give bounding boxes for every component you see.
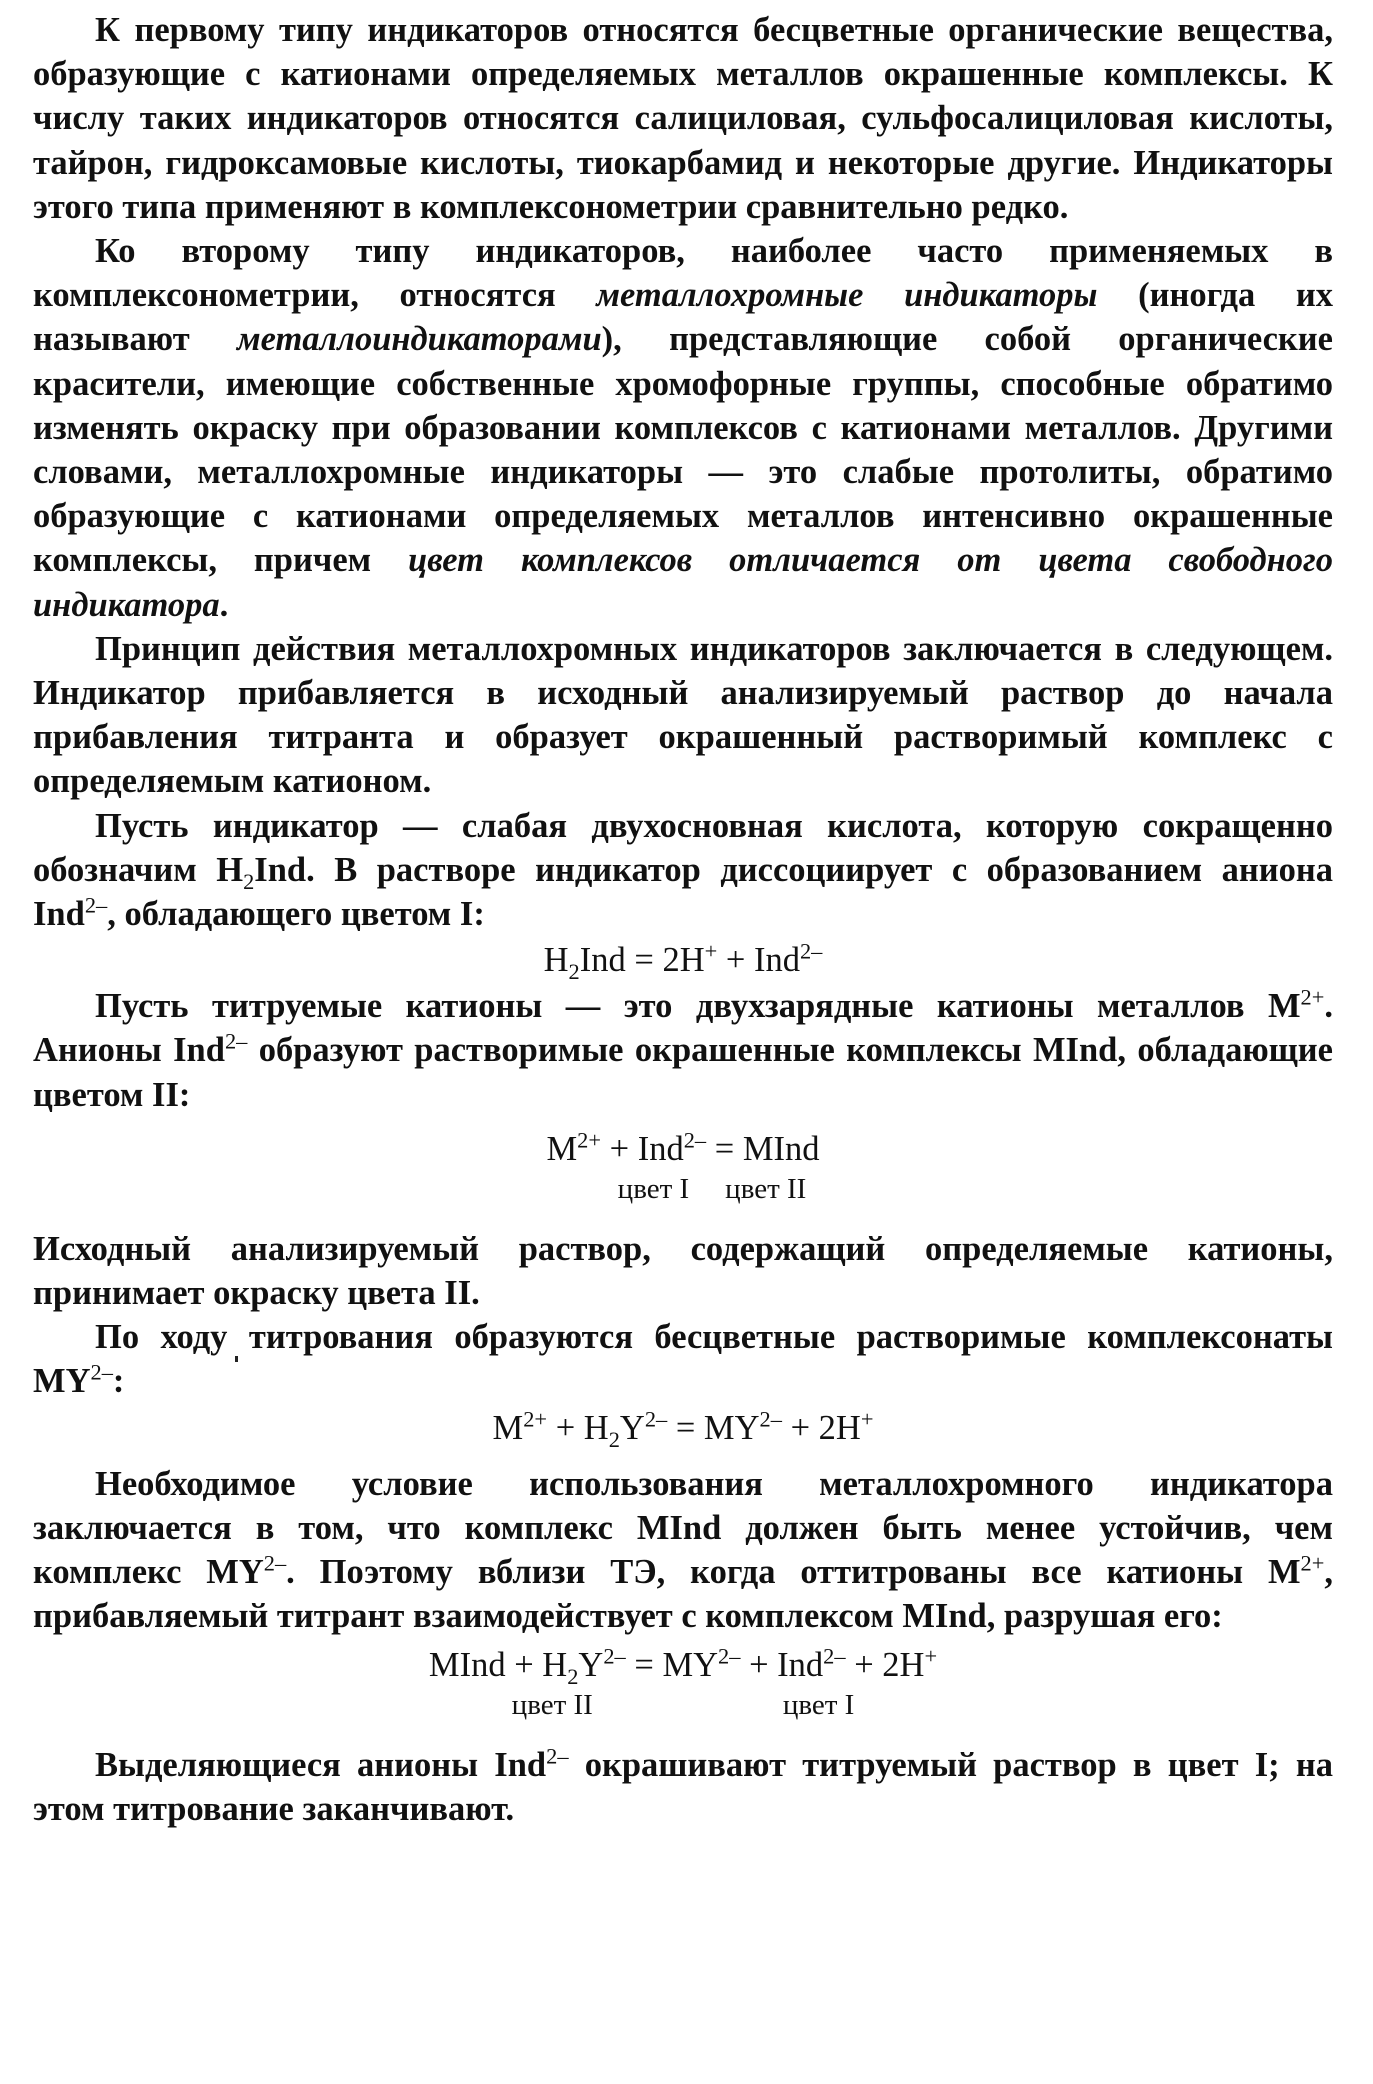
- text: . Поэтому вблизи ТЭ, когда оттитрованы все катионы M: [286, 1553, 1301, 1592]
- eq-text: + Ind: [717, 941, 800, 980]
- text: , обладающего цветом I:: [107, 895, 485, 934]
- eq-text: + 2H: [781, 1408, 861, 1447]
- superscript: 2–: [263, 1550, 287, 1576]
- superscript: 2–: [546, 1743, 569, 1768]
- superscript: 2+: [577, 1127, 602, 1153]
- eq-text: M: [492, 1408, 524, 1447]
- paragraph-initial-solution: Исходный анализируемый раствор, содержащий определяемые катионы, принимает окраску цвета II.: [33, 1229, 1333, 1313]
- color-label: цвет I: [617, 1172, 690, 1205]
- text: Выделяющиеся анионы Ind: [95, 1745, 547, 1784]
- subscript: 2: [567, 1663, 579, 1689]
- equation-displacement-block: [33, 1643, 1333, 1723]
- paragraph-titrated-cations: [33, 984, 1333, 1117]
- text: .: [219, 585, 229, 624]
- color-label: цвет I: [782, 1688, 855, 1721]
- superscript: 2–: [224, 1028, 248, 1054]
- text: Пусть индикатор — слабая двухосновная кислота, которую сокращенно обозначим H: [33, 806, 1333, 889]
- superscript: 2+: [523, 1406, 548, 1432]
- text: ), представляющие собой органические красители, имеющие собственные хромофорные группы, способные обратимо изменять окраску при образовании комплексов с катионами металлов. Другими словами, металлохромные индикаторы — это слабые протолиты, обратимо образующие с катионами определяемых металлов интенсивно окрашенные комплексы, причем: [33, 320, 1333, 580]
- superscript: 2–: [683, 1127, 707, 1153]
- color-label: цвет II: [511, 1688, 593, 1721]
- paragraph-second-type-indicators: [33, 229, 1333, 627]
- superscript: 2–: [90, 1359, 113, 1385]
- paragraph-principle: Принцип действия металлохромных индикаторов заключается в следующем. Индикатор прибавляется в исходный анализируемый раствор до начала прибавления титранта и образует окрашенный растворимый комплекс с определяемым катионом.: [33, 629, 1333, 801]
- eq-text: MInd + H: [428, 1645, 568, 1684]
- text: Пусть титруемые катионы — это двухзарядные катионы металлов M: [95, 987, 1301, 1026]
- color-label: цвет II: [725, 1172, 807, 1205]
- eq-text: Y: [619, 1408, 645, 1447]
- equation-color-labels: [33, 1687, 1333, 1723]
- superscript: 2–: [799, 938, 823, 964]
- superscript: +: [860, 1406, 874, 1432]
- equation-dissociation: [33, 938, 1333, 985]
- italic-term: металлоиндикаторами: [236, 320, 602, 359]
- text: По ходу титрования образуются бесцветные растворимые комплексонаты MY: [33, 1318, 1333, 1401]
- text: окрашивают титруемый раствор в цвет I; на этом титрование заканчивают.: [33, 1745, 1333, 1828]
- italic-term: металлохромные индикаторы: [596, 276, 1098, 315]
- text: Ind. В растворе индикатор диссоциирует с образованием аниона Ind: [33, 850, 1334, 934]
- text: Ко второму типу индикаторов, наиболее часто применяемых в комплексонометрии, относятся: [33, 232, 1333, 315]
- eq-text: + Ind: [601, 1129, 684, 1168]
- superscript: 2–: [603, 1643, 626, 1668]
- eq-text: H: [543, 941, 569, 980]
- superscript: 2+: [1300, 1550, 1325, 1576]
- text: , прибавляемый титрант взаимодействует с комплексом MInd, разрушая его:: [33, 1553, 1333, 1636]
- paragraph-titration-course: [33, 1315, 1333, 1403]
- superscript: +: [924, 1643, 938, 1668]
- paragraph-first-type-indicators: К первому типу индикаторов относятся бесцветные органические вещества, образующие с катионами определяемых металлов окрашенные комплексы. К числу таких индикаторов относятся салициловая, сульфосалициловая кислоты, тайрон, гидроксамовые кислоты, тиокарбамид и некоторые другие. Индикаторы этого типа применяют в комплексонометрии сравнительно редко.: [33, 11, 1333, 226]
- text: . Анионы Ind: [33, 987, 1333, 1070]
- italic-term: цвет комплексов отличается от цвета свободного индикатора: [33, 541, 1334, 624]
- eq-text: = MY: [625, 1645, 719, 1684]
- superscript: 2–: [718, 1643, 741, 1668]
- equation-color-labels: [33, 1171, 1333, 1207]
- paragraph-endpoint: [33, 1743, 1333, 1831]
- text: образуют растворимые окрашенные комплексы MInd, обладающие цветом II:: [33, 1031, 1333, 1114]
- superscript: +: [704, 938, 718, 964]
- eq-text: Ind = 2H: [579, 941, 705, 980]
- paragraph-necessary-condition: [33, 1462, 1333, 1639]
- superscript: 2–: [84, 892, 108, 918]
- superscript: 2–: [644, 1406, 668, 1432]
- equation-complexonate: [33, 1406, 1333, 1450]
- superscript: 2–: [759, 1406, 782, 1432]
- text: (иногда их называют: [33, 276, 1334, 359]
- subscript: 2: [568, 959, 580, 985]
- scan-speck: [235, 1356, 238, 1362]
- eq-text: = MY: [667, 1408, 760, 1447]
- eq-text: + 2H: [845, 1645, 925, 1684]
- eq-text: + H: [547, 1408, 609, 1447]
- eq-text: = MInd: [706, 1129, 820, 1168]
- eq-text: + Ind: [740, 1645, 824, 1684]
- paragraph-indicator-acid: [33, 804, 1333, 937]
- subscript: 2: [243, 868, 255, 894]
- equation-complex-formation: [33, 1127, 1333, 1171]
- text: :: [112, 1362, 125, 1401]
- superscript: 2–: [823, 1643, 846, 1668]
- eq-text: Y: [578, 1645, 604, 1684]
- text: Необходимое условие использования металлохромного индикатора заключается в том, что комплекс MInd должен быть менее устойчив, чем комплекс MY: [33, 1464, 1333, 1592]
- eq-text: M: [546, 1129, 578, 1168]
- equation-displacement: [33, 1643, 1333, 1687]
- superscript: 2+: [1300, 984, 1325, 1010]
- subscript: 2: [608, 1426, 620, 1452]
- equation-complex-formation-block: [33, 1127, 1333, 1207]
